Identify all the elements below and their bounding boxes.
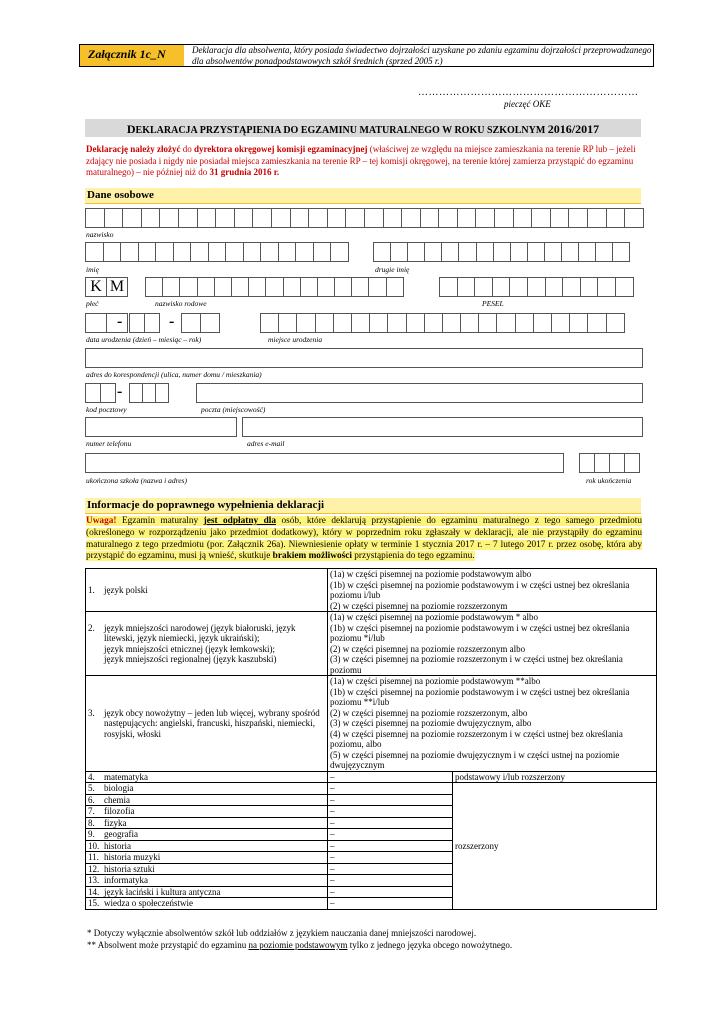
row-number: 6.: [88, 794, 95, 805]
char-cell[interactable]: [333, 313, 352, 333]
char-cell[interactable]: [544, 242, 562, 262]
postal-code-label: kod pocztowy: [86, 405, 127, 414]
phone-label: numer telefonu: [86, 439, 132, 448]
section-personal-heading: Dane osobowe: [85, 188, 641, 204]
subjects-table: [85, 568, 657, 910]
dash-cell: –: [328, 898, 453, 910]
levels-cell: [328, 569, 657, 612]
char-cell[interactable]: [334, 277, 352, 297]
table-row: [86, 612, 657, 676]
char-cell[interactable]: [327, 208, 347, 228]
char-cell[interactable]: [308, 208, 328, 228]
char-cell[interactable]: [369, 313, 388, 333]
char-cell[interactable]: [173, 242, 192, 262]
pesel-field[interactable]: [439, 277, 633, 297]
char-cell[interactable]: [550, 208, 570, 228]
dob-dash-2: -: [169, 313, 175, 330]
post-office-field[interactable]: [196, 383, 643, 403]
subject-name: fizyka: [104, 817, 127, 828]
footnote-1: * Dotyczy wyłącznie absolwentów szkół lub oddziałów z językiem nauczania danej mniejszości narodowej.: [87, 928, 477, 938]
footnote-2: ** Absolwent może przystąpić do egzaminu na poziomie podstawowym tylko z jednego języka obcego nowożytnego.: [87, 939, 513, 950]
subject-name: język łaciński i kultura antyczna: [104, 886, 221, 897]
birthplace-label: miejsce urodzenia: [268, 335, 323, 344]
subject-cell: [86, 771, 328, 783]
char-cell[interactable]: [527, 277, 546, 297]
row-number: 4.: [88, 771, 95, 782]
char-cell[interactable]: [492, 277, 511, 297]
char-cell[interactable]: [513, 208, 533, 228]
page-title: DEKLARACJA PRZYSTĄPIENIA DO EGZAMINU MATURALNEGO W ROKU SZKOLNYM 2016/2017: [85, 119, 641, 137]
level-option[interactable]: (5) w części pisemnej na poziomie dwujęzycznym i w części ustnej na poziomie dwujęzycznym: [330, 749, 620, 770]
level-option[interactable]: (2) w części pisemnej na poziomie rozszerzonym: [330, 600, 508, 611]
char-cell[interactable]: [595, 242, 613, 262]
footnotes: [87, 928, 512, 951]
postal-code-part2[interactable]: [129, 383, 168, 403]
subject-cell: [86, 840, 328, 852]
birthplace-field[interactable]: [260, 313, 624, 333]
table-row: [86, 676, 657, 772]
level-option[interactable]: (3) w części pisemnej na poziomie rozszerzonym i w części ustnej bez określania poziomu: [330, 654, 623, 675]
surname-field[interactable]: [85, 208, 643, 228]
char-cell[interactable]: [215, 208, 235, 228]
row-number: 8.: [88, 817, 95, 828]
char-cell[interactable]: [531, 208, 551, 228]
subject-cell: [86, 806, 328, 818]
level-option[interactable]: (1b) w części pisemnej na poziomie podstawowym i w części ustnej bez określania poziomu **i/lub: [330, 686, 630, 707]
char-cell[interactable]: [295, 242, 314, 262]
char-cell[interactable]: [313, 242, 332, 262]
subject-name: geografia: [104, 829, 138, 839]
grad-year-label: rok ukończenia: [586, 476, 632, 485]
dob-label: data urodzenia (dzień – miesiąc – rok): [86, 335, 202, 344]
char-cell[interactable]: [493, 242, 511, 262]
subject-line: język polski: [104, 584, 148, 595]
email-field[interactable]: [242, 417, 643, 437]
subject-cell: [86, 886, 328, 898]
char-cell[interactable]: [208, 242, 227, 262]
char-cell[interactable]: [527, 242, 545, 262]
phone-field[interactable]: [85, 417, 237, 437]
char-cell[interactable]: [401, 208, 421, 228]
level-option[interactable]: (2) w części pisemnej na poziomie rozszerzonym, albo: [330, 707, 528, 718]
sex-field[interactable]: [85, 277, 127, 297]
char-cell[interactable]: [278, 242, 297, 262]
char-cell[interactable]: [120, 242, 139, 262]
char-cell[interactable]: [283, 277, 301, 297]
level-option[interactable]: (1b) w części pisemnej na poziomie podstawowym i w części ustnej bez określania poziomu i/lub: [330, 579, 630, 600]
char-cell[interactable]: [300, 277, 318, 297]
char-cell[interactable]: [439, 277, 458, 297]
dash-cell: –: [328, 806, 453, 818]
char-cell[interactable]: [122, 208, 142, 228]
char-cell[interactable]: [406, 313, 425, 333]
pesel-label: PESEL: [482, 299, 504, 308]
subject-name: informatyka: [104, 875, 148, 885]
char-cell[interactable]: [424, 242, 442, 262]
char-cell[interactable]: [390, 242, 408, 262]
payment-warning: Uwaga! Egzamin maturalny jest odpłatny dla osób, które deklarują przystąpienie do egzaminu maturalnego z tego samego przedmiotu (określonego w rozporządzeniu jako przedmiot dodatkowy), który w poprzednim roku zgłaszały w deklaracji, ale nie przystąpiły do egzaminu maturalnego z tego przedmiotu (por. Załącznik 26a). Niewniesienie opłaty w terminie 1 stycznia 2017 r. – 7 lutego 2017 r. przez osobę, która aby przystąpić do egzaminu, musi ją wnieść, skutkuje brakiem możliwości przystąpienia do tego egzaminu.: [86, 516, 642, 562]
char-cell[interactable]: [234, 208, 254, 228]
char-cell[interactable]: [145, 277, 163, 297]
char-cell[interactable]: [197, 208, 217, 228]
first-name-label: imię: [86, 265, 99, 274]
first-name-field[interactable]: [85, 242, 348, 262]
school-field[interactable]: [85, 453, 564, 473]
char-cell[interactable]: [460, 313, 479, 333]
char-cell[interactable]: [373, 242, 391, 262]
char-cell[interactable]: [252, 208, 272, 228]
level-option[interactable]: (1b) w części pisemnej na poziomie podstawowym i w części ustnej bez określania poziomu *i/lub: [330, 622, 630, 643]
row-number: 7.: [88, 806, 95, 816]
char-cell[interactable]: [317, 277, 335, 297]
char-cell[interactable]: [475, 208, 495, 228]
char-cell[interactable]: [179, 277, 197, 297]
dash-cell: –: [328, 794, 453, 806]
row-number: 11.: [88, 852, 99, 862]
table-row: [86, 569, 657, 612]
char-cell[interactable]: [141, 208, 161, 228]
levels-cell: [328, 612, 657, 676]
char-cell[interactable]: [551, 313, 570, 333]
second-name-label: drugie imię: [375, 265, 410, 274]
row-number: 15.: [88, 898, 100, 908]
char-cell[interactable]: [248, 277, 266, 297]
subject-name: historia: [104, 840, 131, 851]
subject-cell: [86, 676, 328, 772]
char-cell[interactable]: [510, 242, 528, 262]
char-cell[interactable]: [351, 277, 369, 297]
char-cell[interactable]: [561, 242, 579, 262]
row-number: 12.: [88, 863, 100, 874]
char-cell[interactable]: [387, 313, 406, 333]
postal-dash: -: [117, 383, 123, 400]
char-cell[interactable]: [442, 313, 461, 333]
sex-option-m[interactable]: M: [106, 277, 128, 297]
char-cell[interactable]: [545, 277, 564, 297]
char-cell[interactable]: [587, 313, 606, 333]
dash-cell: –: [328, 875, 453, 887]
subject-name: historia muzyki: [104, 852, 161, 862]
family-name-label: nazwisko rodowe: [155, 299, 207, 308]
char-cell[interactable]: [265, 277, 283, 297]
row-number: 10.: [88, 840, 100, 851]
char-cell[interactable]: [383, 208, 403, 228]
subject-name: [104, 585, 148, 596]
dash-cell: –: [328, 886, 453, 898]
dash-cell: –: [328, 817, 453, 829]
char-cell[interactable]: [159, 208, 179, 228]
char-cell[interactable]: [612, 242, 630, 262]
subject-cell: [86, 852, 328, 864]
char-cell[interactable]: [569, 313, 588, 333]
char-cell[interactable]: [615, 277, 634, 297]
char-cell[interactable]: [260, 242, 279, 262]
char-cell[interactable]: [155, 242, 174, 262]
level-option[interactable]: (1a) w części pisemnej na poziomie podstawowym * albo: [330, 612, 538, 622]
header-description: Deklaracja dla absolwenta, który posiada świadectwo dojrzałości uzyskane po zdaniu egzaminu dojrzałości przeprowadzanego dla absolwentów ponadpodstawowych szkół średnich (sprzed 2005 r.): [192, 45, 652, 66]
char-cell[interactable]: [103, 242, 122, 262]
subject-name: [104, 708, 325, 740]
char-cell[interactable]: [562, 277, 581, 297]
char-cell[interactable]: [587, 208, 607, 228]
char-cell[interactable]: [386, 277, 404, 297]
char-cell[interactable]: [290, 208, 310, 228]
postal-code-part1[interactable]: [85, 383, 115, 403]
levels-cell: [328, 676, 657, 772]
stamp-label: pieczęć OKE: [504, 99, 551, 109]
char-cell[interactable]: [214, 277, 232, 297]
subject-cell: [86, 794, 328, 806]
char-cell[interactable]: [476, 242, 494, 262]
family-name-field[interactable]: [145, 277, 403, 297]
char-cell[interactable]: [85, 208, 105, 228]
dob-dash-1: -: [117, 313, 123, 330]
char-cell[interactable]: [330, 242, 349, 262]
char-cell[interactable]: [190, 242, 209, 262]
char-cell[interactable]: [368, 277, 386, 297]
row-number: 13.: [88, 875, 100, 885]
dob-year[interactable]: [181, 313, 219, 333]
char-cell[interactable]: [231, 277, 249, 297]
char-cell[interactable]: [478, 313, 497, 333]
char-cell[interactable]: [515, 313, 534, 333]
subject-name: chemia: [104, 794, 130, 805]
subject-cell: [86, 783, 328, 795]
sex-option-k[interactable]: K: [85, 277, 107, 297]
char-cell[interactable]: [364, 208, 384, 228]
char-cell[interactable]: [407, 242, 425, 262]
subject-name: biologia: [104, 783, 134, 793]
char-cell[interactable]: [578, 242, 596, 262]
row-number: 3.: [88, 707, 95, 718]
level-option[interactable]: (1a) w części pisemnej na poziomie podstawowym albo: [330, 569, 532, 579]
char-cell[interactable]: [278, 313, 297, 333]
char-cell[interactable]: [315, 313, 334, 333]
row-number: 9.: [88, 829, 95, 839]
char-cell[interactable]: [457, 277, 476, 297]
subject-line: język mniejszości narodowej (język białoruski, język litewski, język niemiecki, język ukraiński);: [104, 622, 296, 643]
grad-year-field[interactable]: [579, 453, 639, 473]
char-cell[interactable]: [474, 277, 493, 297]
sex-label: płeć: [86, 299, 99, 308]
char-cell[interactable]: [568, 208, 588, 228]
row-number: 14.: [88, 886, 100, 897]
dash-cell: –: [328, 852, 453, 864]
attachment-tag: Załącznik 1c_N: [80, 45, 184, 66]
char-cell[interactable]: [271, 208, 291, 228]
char-cell[interactable]: [624, 208, 644, 228]
level-option[interactable]: (2) w części pisemnej na poziomie rozszerzonym albo: [330, 643, 526, 654]
extended-level[interactable]: rozszerzony: [453, 783, 657, 910]
char-cell[interactable]: [351, 313, 370, 333]
char-cell[interactable]: [178, 208, 198, 228]
table-row: [86, 771, 657, 783]
subject-name: [104, 623, 325, 665]
char-cell[interactable]: [225, 242, 244, 262]
subject-line: język obcy nowożytny – jeden lub więcej, wybrany spośród następujących: angielski, francuski, hiszpański, niemiecki, rosyjski, włoski: [104, 707, 320, 739]
char-cell[interactable]: [296, 313, 315, 333]
subject-name: matematyka: [104, 771, 148, 782]
address-label: adres do korespondencji (ulica, numer domu / mieszkania): [86, 370, 262, 379]
subject-cell: [86, 863, 328, 875]
email-label: adres e-mail: [247, 439, 285, 448]
level-option[interactable]: (4) w części pisemnej na poziomie rozszerzonym i w części ustnej bez określania poziomu, albo: [330, 728, 623, 749]
char-cell[interactable]: [424, 313, 443, 333]
char-cell[interactable]: [494, 208, 514, 228]
dash-cell: –: [328, 863, 453, 875]
char-cell[interactable]: [606, 208, 626, 228]
row-number: 2.: [88, 622, 95, 633]
subject-cell: [86, 612, 328, 676]
char-cell[interactable]: [197, 277, 215, 297]
subject-cell: [86, 829, 328, 841]
table-row: [86, 783, 657, 795]
char-cell[interactable]: [580, 277, 599, 297]
level-option[interactable]: (1a) w części pisemnej na poziomie podstawowym **albo: [330, 676, 541, 686]
level-option[interactable]: (3) w części pisemnej na poziomie dwujęzycznym, albo: [330, 718, 532, 728]
char-cell[interactable]: [441, 242, 459, 262]
char-cell[interactable]: [606, 313, 625, 333]
char-cell[interactable]: [457, 208, 477, 228]
char-cell[interactable]: [509, 277, 528, 297]
dash-cell: –: [328, 783, 453, 795]
subject-name: wiedza o społeczeństwie: [104, 898, 193, 908]
subject-name: filozofia: [104, 806, 135, 816]
address-field[interactable]: [85, 348, 643, 368]
subject-cell: [86, 569, 328, 612]
dob-month[interactable]: [129, 313, 159, 333]
row-number: 1.: [88, 584, 95, 595]
char-cell[interactable]: [104, 208, 124, 228]
dash-cell: –: [328, 840, 453, 852]
char-cell[interactable]: [458, 242, 476, 262]
dash-cell: –: [328, 771, 453, 783]
school-label: ukończona szkoła (nazwa i adres): [86, 476, 187, 485]
dash-cell: –: [328, 829, 453, 841]
char-cell[interactable]: [496, 313, 515, 333]
row-number: 5.: [88, 783, 95, 793]
post-office-label: poczta (miejscowość): [201, 405, 266, 414]
char-cell[interactable]: [420, 208, 440, 228]
intro-text: Deklarację należy złożyć do dyrektora okręgowej komisji egzaminacyjnej (właściwej ze względu na miejsce zamieszkania na terenie RP lub – jeżeli zdający nie posiada i nigdy nie posiadał miejsca zamieszkania na terenie RP – tej komisji okręgowej, na terenie której zamierza przystąpić do egzaminu maturalnego) – nie później niż do 31 grudnia 2016 r.: [86, 144, 636, 177]
char-cell[interactable]: [162, 277, 180, 297]
section-info-heading: Informacje do poprawnego wypełnienia deklaracji: [85, 498, 641, 514]
char-cell[interactable]: [345, 208, 365, 228]
subject-cell: [86, 817, 328, 829]
char-cell[interactable]: [85, 242, 104, 262]
char-cell[interactable]: [597, 277, 616, 297]
subject-cell: [86, 875, 328, 887]
char-cell[interactable]: [243, 242, 262, 262]
stamp-dots: ………………………………………………………: [418, 87, 639, 98]
subject-cell: [86, 898, 328, 910]
subject-line: język mniejszości regionalnej (język kaszubski): [104, 654, 277, 664]
surname-label: nazwisko: [86, 230, 114, 239]
math-level[interactable]: podstawowy i/lub rozszerzony: [453, 771, 657, 783]
subject-line: język mniejszości etnicznej (język łemkowski);: [104, 643, 275, 654]
char-cell[interactable]: [533, 313, 552, 333]
char-cell[interactable]: [438, 208, 458, 228]
char-cell[interactable]: [138, 242, 157, 262]
subject-name: historia sztuki: [104, 863, 155, 874]
second-name-field[interactable]: [373, 242, 629, 262]
char-cell[interactable]: [260, 313, 279, 333]
